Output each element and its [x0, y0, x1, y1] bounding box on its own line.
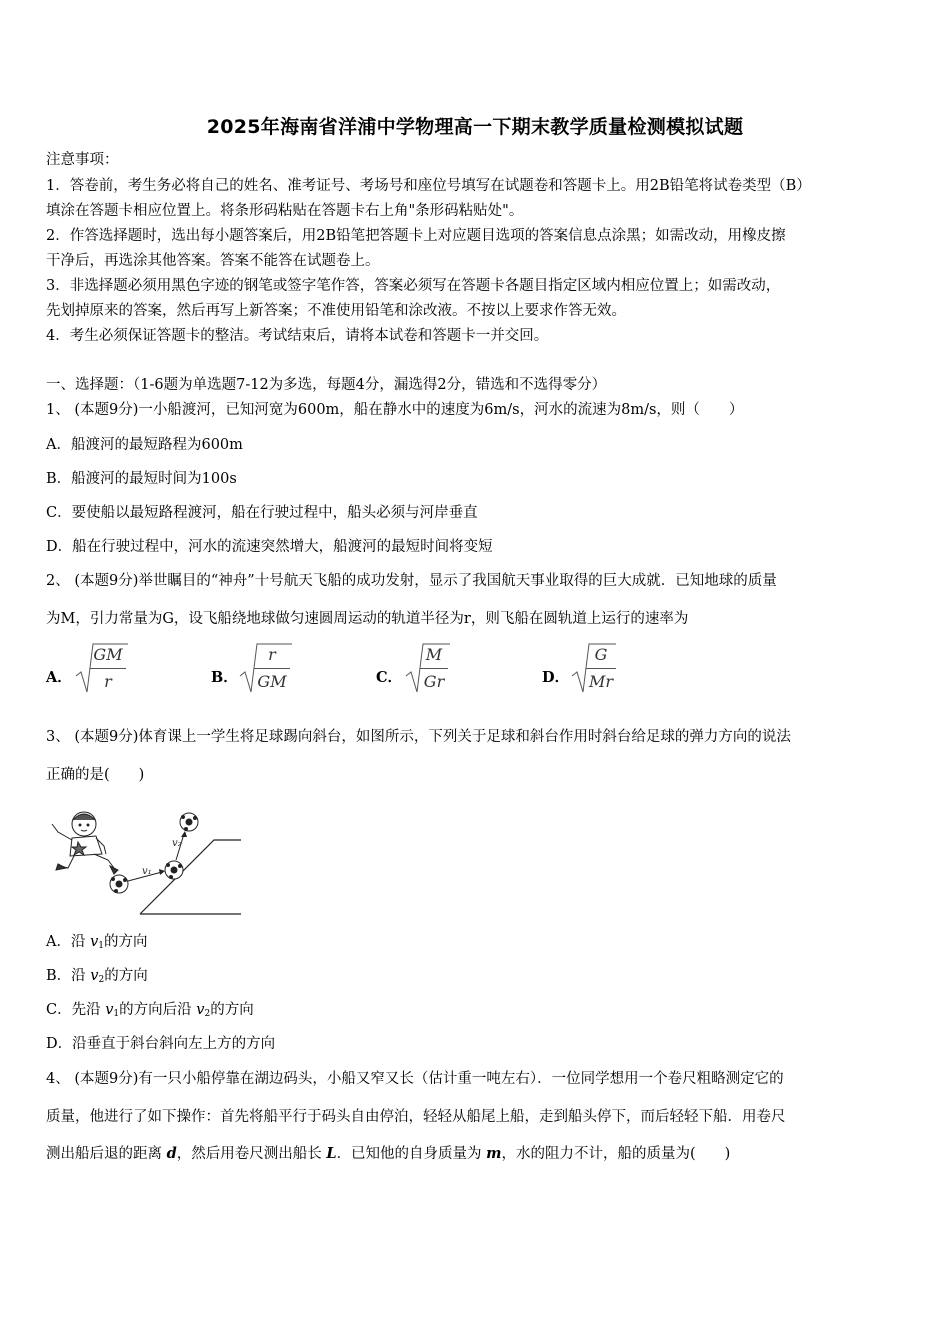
q3-option-b-tail: 的方向: [104, 968, 148, 984]
q2-stem-line-2: 为M，引力常量为G，设飞船绕地球做匀速圆周运动的轨道半径为r，则飞船在圆轨道上运行的速率为: [46, 611, 689, 627]
fraction-bar: [420, 668, 448, 669]
subscript: 1: [98, 941, 105, 951]
q2-stem-line-1: 2、 (本题9分)举世瞩目的“神舟”十号航天飞船的成功发射，显示了我国航天事业取得的巨大成就．已知地球的质量: [46, 573, 777, 589]
q2-option-a-num: GM: [93, 645, 123, 664]
q3-option-c-text: C．先沿: [46, 1002, 106, 1018]
var-L: L: [326, 1145, 337, 1162]
q3-option-d: [46, 1034, 275, 1054]
q1-option-c: C．要使船以最短路程渡河，船在行驶过程中，船头必须与河岸垂直: [46, 505, 478, 521]
notice-line-2: 填涂在答题卡相应位置上。将条形码粘贴在答题卡右上角"条形码粘贴处"。: [46, 203, 524, 219]
q2-option-b-den: GM: [257, 672, 287, 691]
q1-stem: [46, 400, 743, 420]
q2-option-c-num: M: [425, 645, 443, 664]
q4-line-3-b: ，然后用卷尺测出船长: [176, 1146, 327, 1162]
q3-option-b-text: B．沿: [46, 968, 91, 984]
var-v: v: [90, 934, 99, 950]
fraction-bar: [90, 668, 126, 669]
var-v: v: [90, 968, 99, 984]
q1-stem-text: 1、 (本题9分)一小船渡河，已知河宽为600m，船在静水中的速度为6m/s，河水的流速为8m/s，则（ ）: [46, 402, 744, 418]
soccer-ball-2: [165, 861, 183, 879]
notice-line-7: 4．考生必须保证答题卡的整洁。考试结束后，请将本试卷和答题卡一并交回。: [46, 328, 549, 344]
incline-slope: [140, 840, 241, 914]
q4-line-3-a: 测出船后退的距离: [46, 1146, 167, 1162]
q2-option-b-fraction: [254, 644, 290, 693]
var-v: v: [105, 1002, 114, 1018]
q3-stem-line-1: 3、 (本题9分)体育课上一学生将足球踢向斜台，如图所示，下列关于足球和斜台作用时斜台给足球的弹力方向的说法: [46, 729, 791, 745]
notice-line-3: 2．作答选择题时，选出每小题答案后，用2B铅笔把答题卡上对应题目选项的答案信息点涂黑；如需改动，用橡皮擦: [46, 228, 786, 244]
subscript: 1: [113, 1009, 120, 1019]
notice-line-4: 干净后，再选涂其他答案。答案不能答在试题卷上。: [46, 253, 380, 269]
q2-option-a-label: A．: [46, 669, 72, 686]
soccer-ball-3: [180, 813, 198, 831]
subscript: 2: [204, 1009, 211, 1019]
q2-option-d-fraction: [586, 644, 616, 693]
soccer-ball-1: [110, 875, 128, 893]
q4-line-3-e: ，水的阻力不计，船的质量为( ): [501, 1146, 731, 1162]
q3-option-d-text: D．沿垂直于斜台斜向左上方的方向: [46, 1036, 276, 1052]
q2-option-b-num: r: [268, 645, 276, 664]
page-title: 2025年海南省洋浦中学物理高一下期末教学质量检测模拟试题: [206, 116, 744, 138]
subscript: 2: [98, 975, 105, 985]
q2-option-c-fraction: [420, 644, 448, 693]
q1-option-b: B．船渡河的最短时间为100s: [46, 471, 237, 487]
q2-option-a-den: r: [104, 672, 112, 691]
q2-option-d-num: G: [594, 645, 608, 664]
q3-option-b: [46, 966, 148, 990]
notice-line-5: 3．非选择题必须用黑色字迹的钢笔或签字笔作答，答案必须写在答题卡各题目指定区域内相应位置上；如需改动，: [46, 278, 781, 294]
q3-option-a: [46, 932, 148, 956]
v1-arrowhead: [159, 869, 165, 875]
q3-option-a-text: A．沿: [46, 934, 91, 950]
q3-option-c-mid: 的方向后沿: [119, 1002, 197, 1018]
q2-option-b-label: B．: [211, 669, 238, 686]
q2-option-a-fraction: [90, 644, 126, 693]
q2-option-c-label: C．: [376, 669, 403, 686]
q3-stem-line-2: 正确的是( ): [46, 767, 145, 783]
v1-label: v₁: [142, 866, 152, 877]
q3-option-c: [46, 1000, 254, 1024]
q1-option-d: D．船在行驶过程中，河水的流速突然增大，船渡河的最短时间将变短: [46, 539, 493, 555]
q4-line-2: 质量，他进行了如下操作：首先将船平行于码头自由停泊，轻轻从船尾上船，走到船头停下，而后轻轻下船．用卷尺: [46, 1109, 786, 1125]
q2-option-d-label: D．: [542, 669, 570, 686]
section-heading: 一、选择题：（1-6题为单选题7-12为多选，每题4分，漏选得2分，错选和不选得零分）: [46, 377, 607, 393]
q4-line-1: 4、 (本题9分)有一只小船停靠在湖边码头，小船又窄又长（估计重一吨左右）．一位同学想用一个卷尺粗略测定它的: [46, 1071, 784, 1087]
q2-option-d-den: Mr: [588, 672, 614, 691]
student-figure: [52, 812, 118, 874]
q4-line-3-c: ．已知他的自身质量为: [336, 1146, 487, 1162]
var-v: v: [196, 1002, 205, 1018]
kicking-ball-illustration: [44, 808, 244, 920]
notice-line-6: 先划掉原来的答案，然后再写上新答案；不准使用铅笔和涂改液。不按以上要求作答无效。: [46, 303, 626, 319]
q4-line-3: [46, 1144, 730, 1164]
q1-option-a: A．船渡河的最短路程为600m: [46, 437, 243, 453]
v2-arrowhead: [181, 831, 187, 837]
q3-figure: [44, 808, 244, 920]
notice-line-1: 1．答卷前，考生务必将自己的姓名、准考证号、考场号和座位号填写在试题卷和答题卡上。用2B铅笔将试卷类型（B）: [46, 178, 811, 194]
q2-option-c-den: Gr: [423, 672, 445, 691]
var-d: d: [166, 1145, 177, 1162]
q3-option-a-tail: 的方向: [104, 934, 148, 950]
v2-label: v₂: [172, 838, 182, 849]
fraction-bar: [254, 668, 290, 669]
fraction-bar: [586, 668, 616, 669]
var-m: m: [486, 1145, 502, 1162]
q3-option-c-tail: 的方向: [210, 1002, 254, 1018]
notice-heading: 注意事项：: [46, 152, 119, 168]
